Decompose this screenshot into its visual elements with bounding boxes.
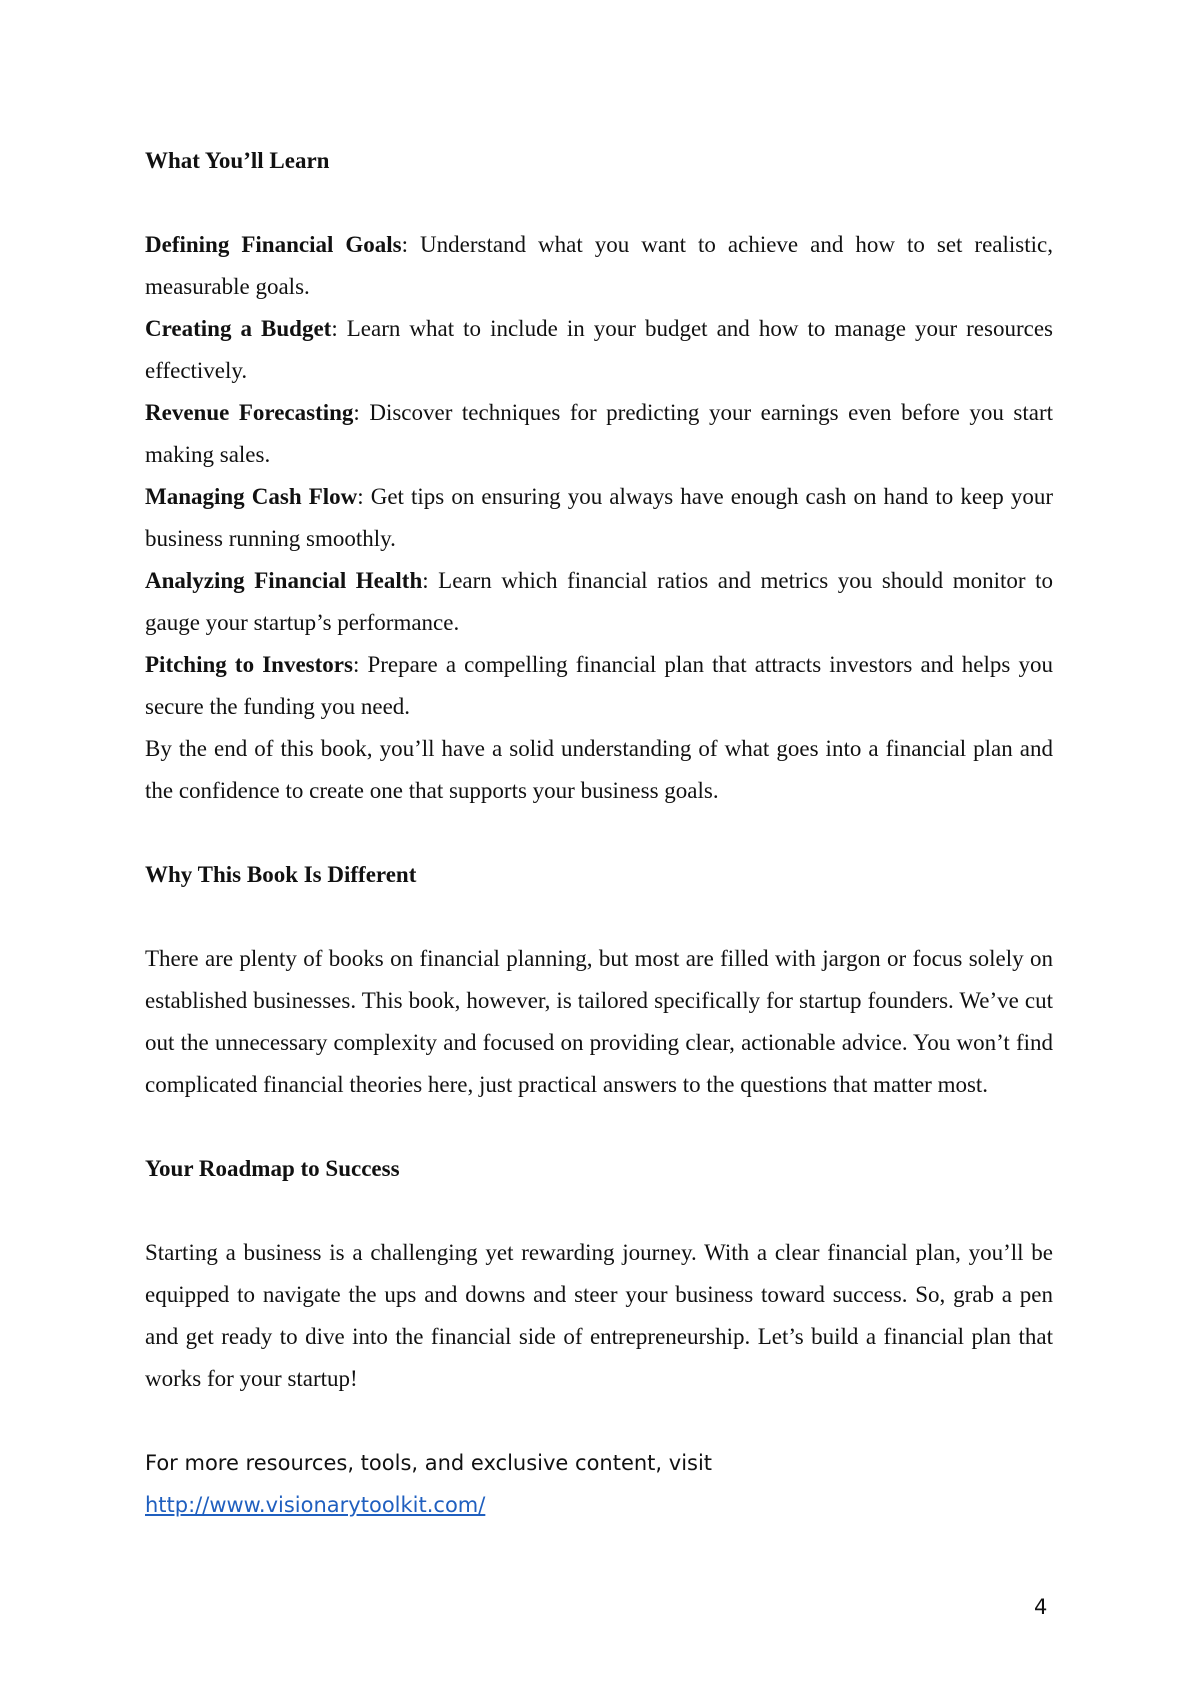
footer-resources-line — [145, 1442, 1053, 1526]
learn-item — [145, 560, 1053, 644]
learn-item-text: : Learn which financial ratios and metrics you should monitor to gauge your startup’s performance. — [145, 568, 1053, 635]
section-heading-why-different: Why This Book Is Different — [145, 862, 417, 887]
learn-item-text: : Discover techniques for predicting your earnings even before you start making sales. — [145, 400, 1053, 467]
section-heading-roadmap: Your Roadmap to Success — [145, 1156, 400, 1181]
learn-item — [145, 308, 1053, 392]
spacer — [145, 896, 1053, 938]
learn-item-term: Defining Financial Goals — [145, 232, 402, 257]
footer-text: For more resources, tools, and exclusive content, visit — [145, 1451, 713, 1475]
learn-item — [145, 392, 1053, 476]
learn-item-term: Creating a Budget — [145, 316, 332, 341]
roadmap-paragraph: Starting a business is a challenging yet rewarding journey. With a clear financial plan, you’ll be equipped to navigate the ups and downs and steer your business toward success. So, grab a pen and get ready to dive into the financial side of entrepreneurship. Let’s build a financial plan that works for your startup! — [145, 1240, 1053, 1391]
learn-item-text: : Get tips on ensuring you always have enough cash on hand to keep your business running smoothly. — [145, 484, 1053, 551]
page-number: 4 — [1034, 1595, 1048, 1619]
spacer — [145, 182, 1053, 224]
learn-item-term: Analyzing Financial Health — [145, 568, 423, 593]
learn-item-text: : Learn what to include in your budget and how to manage your resources effectively. — [145, 316, 1053, 383]
spacer — [145, 1400, 1053, 1442]
learn-item — [145, 476, 1053, 560]
learn-item-term: Pitching to Investors — [145, 652, 353, 677]
spacer — [145, 812, 1053, 854]
learn-item-term: Managing Cash Flow — [145, 484, 358, 509]
learn-item — [145, 644, 1053, 728]
section-heading-what-youll-learn: What You’ll Learn — [145, 148, 330, 173]
learn-item-term: Revenue Forecasting — [145, 400, 354, 425]
why-different-paragraph: There are plenty of books on financial planning, but most are filled with jargon or focus solely on established businesses. This book, however, is tailored specifically for startup founders. We’ve cut out the unnecessary complexity and focused on providing clear, actionable advice. You won’t find complicated financial theories here, just practical answers to the questions that matter most. — [145, 946, 1053, 1097]
learn-item-text: : Understand what you want to achieve and how to set realistic, measurable goals. — [145, 232, 1053, 299]
learn-item-text: : Prepare a compelling financial plan that attracts investors and helps you secure the funding you need. — [145, 652, 1053, 719]
spacer — [145, 1190, 1053, 1232]
learn-item — [145, 224, 1053, 308]
website-link[interactable]: http://www.visionarytoolkit.com/ — [145, 1493, 486, 1517]
page-content — [145, 140, 1053, 1526]
learn-closing-paragraph: By the end of this book, you’ll have a solid understanding of what goes into a financial plan and the confidence to create one that supports your business goals. — [145, 736, 1053, 803]
spacer — [145, 1106, 1053, 1148]
